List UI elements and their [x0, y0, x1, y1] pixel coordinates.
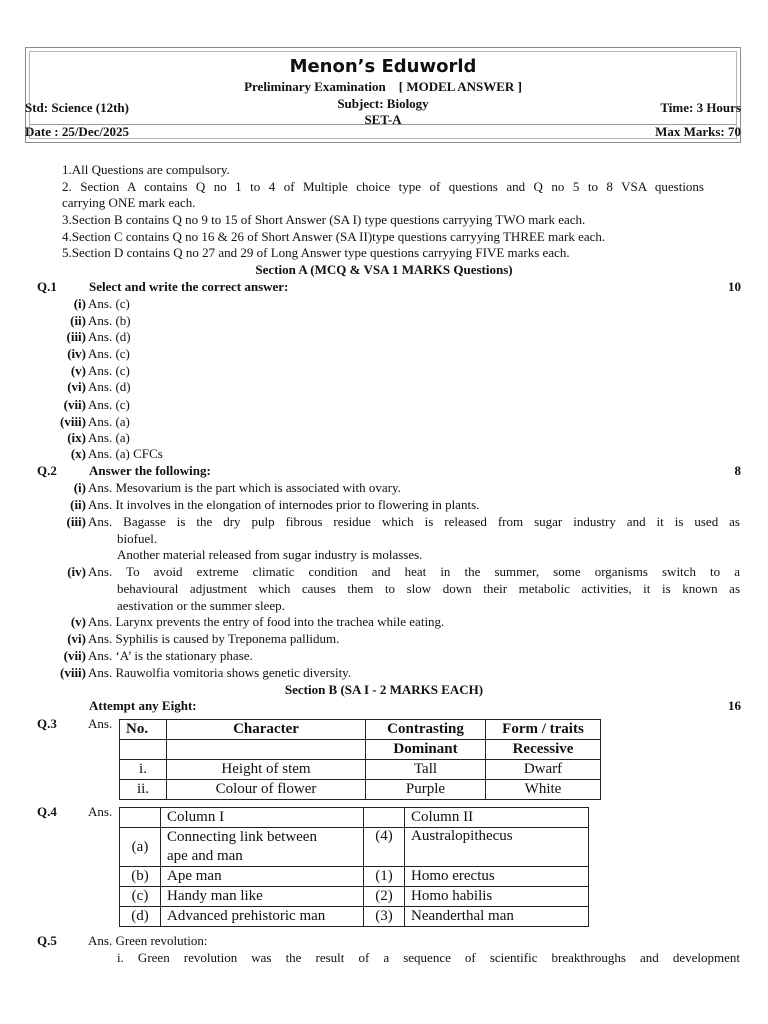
q1-sub-number: (iv) — [67, 346, 86, 361]
instruction-3: 3.Section B contains Q no 9 to 15 of Short Answer (SA I) type questions carryying TWO mark each. — [62, 212, 586, 227]
q5-answer-point-1: i. Green revolution was the result of a sequence of scientific breakthroughs and development — [117, 950, 740, 965]
q4-cell: Homo habilis — [405, 887, 589, 907]
q3-cell: Height of stem — [167, 760, 366, 780]
std-label: Std: Science (12th) — [25, 100, 129, 115]
q4-cell: Advanced prehistoric man — [161, 907, 364, 927]
instruction-2-cont: carrying ONE mark each. — [62, 195, 196, 210]
q2-answer-viii: Ans. Rauwolfia vomitoria shows genetic diversity. — [88, 665, 352, 680]
q3-header-cell: Form / traits — [486, 720, 601, 740]
q2-sub-number: (i) — [73, 480, 86, 495]
q2-answer-iv-line3: aestivation or the summer sleep. — [117, 598, 285, 613]
section-b-marks: 16 — [728, 698, 741, 713]
q2-text: Answer the following: — [89, 463, 211, 478]
q4-ans-label: Ans. — [88, 804, 113, 819]
q1-answer: Ans. (c) — [88, 397, 130, 412]
q4-header-cell: Column I — [161, 808, 364, 828]
q3-cell: i. — [120, 760, 167, 780]
header-divider — [30, 124, 736, 125]
section-a-title: Section A (MCQ & VSA 1 MARKS Questions) — [255, 262, 513, 277]
max-marks-label: Max Marks: 70 — [655, 124, 741, 139]
q4-header-cell: Column II — [405, 808, 589, 828]
q2-sub-number: (vi) — [67, 631, 86, 646]
attempt-instruction: Attempt any Eight: — [89, 698, 197, 713]
q3-header-cell: No. — [120, 720, 167, 740]
q2-answer-i: Ans. Mesovarium is the part which is associated with ovary. — [88, 480, 401, 495]
q2-answer-vii: Ans. ‘A’ is the stationary phase. — [88, 648, 253, 663]
q2-sub-number: (ii) — [70, 497, 86, 512]
q3-header-cell: Recessive — [486, 740, 601, 760]
q2-answer-iii-line2: biofuel. — [117, 531, 158, 546]
q4-cell: Australopithecus — [405, 828, 589, 867]
q3-cell: ii. — [120, 780, 167, 800]
table-row — [120, 887, 589, 907]
q2-answer-vi: Ans. Syphilis is caused by Treponema pallidum. — [88, 631, 340, 646]
q1-answer: Ans. (d) — [88, 379, 131, 394]
q3-ans-label: Ans. — [88, 716, 113, 731]
q1-marks: 10 — [728, 279, 741, 294]
q2-answer-ii: Ans. It involves in the elongation of internodes prior to flowering in plants. — [88, 497, 480, 512]
q1-sub-number: (v) — [70, 363, 86, 378]
table-row — [120, 780, 601, 800]
q4-cell: (a) — [120, 828, 161, 867]
q3-cell: Tall — [366, 760, 486, 780]
q3-cell: Colour of flower — [167, 780, 366, 800]
q2-marks: 8 — [734, 463, 741, 478]
table-row — [120, 828, 589, 848]
q3-header-cell — [120, 740, 167, 760]
q1-answer: Ans. (c) — [88, 346, 130, 361]
q1-sub-number: (i) — [73, 296, 86, 311]
q4-cell: Connecting link between — [161, 828, 364, 848]
q1-text: Select and write the correct answer: — [89, 279, 289, 294]
q4-number: Q.4 — [37, 804, 57, 819]
set-name: SET-A — [364, 112, 402, 127]
table-row — [120, 760, 601, 780]
instruction-2: 2. Section A contains Q no 1 to 4 of Multiple choice type of questions and Q no 5 to 8 VSA questions — [62, 179, 704, 194]
q1-number: Q.1 — [37, 279, 57, 294]
q2-sub-number: (iv) — [67, 564, 86, 579]
q1-sub-number: (vii) — [63, 397, 86, 412]
q4-cell: (3) — [364, 907, 405, 927]
q4-cell: (d) — [120, 907, 161, 927]
q1-answer: Ans. (b) — [88, 313, 131, 328]
date-label: Date : 25/Dec/2025 — [25, 124, 129, 139]
q3-number: Q.3 — [37, 716, 57, 731]
q3-header-cell: Character — [167, 720, 366, 740]
section-b-title: Section B (SA I - 2 MARKS EACH) — [284, 682, 484, 697]
q3-header-cell — [167, 740, 366, 760]
q2-answer-iii-line1: Ans. Bagasse is the dry pulp fibrous residue which is released from sugar industry and it is used as — [88, 514, 740, 529]
q4-cell: (1) — [364, 867, 405, 887]
instruction-4: 4.Section C contains Q no 16 & 26 of Short Answer (SA II)type questions carryying THREE mark each. — [62, 229, 606, 244]
q4-cell: ape and man — [161, 847, 364, 867]
q2-sub-number: (viii) — [60, 665, 86, 680]
q1-sub-number: (iii) — [66, 329, 86, 344]
header-box — [25, 47, 741, 143]
table-row — [120, 867, 589, 887]
q1-answer: Ans. (a) CFCs — [88, 446, 163, 461]
q2-sub-number: (vii) — [63, 648, 86, 663]
q2-number: Q.2 — [37, 463, 57, 478]
q4-cell: Homo erectus — [405, 867, 589, 887]
subject-line: Subject: Biology — [337, 96, 429, 111]
q1-answer: Ans. (d) — [88, 329, 131, 344]
q3-cell: White — [486, 780, 601, 800]
q1-sub-number: (ix) — [67, 430, 86, 445]
q2-answer-iv-line2: behavioural adjustment which causes them to slow down their metabolic activities, it is known as — [117, 581, 740, 596]
q3-cell: Dwarf — [486, 760, 601, 780]
q4-header-cell — [364, 808, 405, 828]
time-label: Time: 3 Hours — [660, 100, 741, 115]
q1-answer: Ans. (a) — [88, 430, 130, 445]
q4-cell: Ape man — [161, 867, 364, 887]
q3-cell: Purple — [366, 780, 486, 800]
q1-sub-number: (x) — [70, 446, 86, 461]
q4-cell: (4) — [364, 828, 405, 867]
q5-number: Q.5 — [37, 933, 57, 948]
q3-table — [119, 719, 601, 800]
school-name: Menon’s Eduworld — [289, 56, 477, 77]
q1-answer: Ans. (a) — [88, 414, 130, 429]
q4-cell: (2) — [364, 887, 405, 907]
q4-cell: Neanderthal man — [405, 907, 589, 927]
q1-answer: Ans. (c) — [88, 296, 130, 311]
q2-answer-iii-line3: Another material released from sugar industry is molasses. — [117, 547, 423, 562]
q1-sub-number: (vi) — [67, 379, 86, 394]
q1-answer: Ans. (c) — [88, 363, 130, 378]
q3-header-cell: Dominant — [366, 740, 486, 760]
q4-cell: (c) — [120, 887, 161, 907]
q4-cell: Handy man like — [161, 887, 364, 907]
q2-sub-number: (iii) — [66, 514, 86, 529]
q4-header-cell — [120, 808, 161, 828]
instruction-1: 1.All Questions are compulsory. — [62, 162, 230, 177]
q2-answer-v: Ans. Larynx prevents the entry of food into the trachea while eating. — [88, 614, 445, 629]
q2-answer-iv-line1: Ans. To avoid extreme climatic condition and heat in the summer, some organisms switch to a — [88, 564, 740, 579]
q5-answer-heading: Ans. Green revolution: — [88, 933, 208, 948]
header-inner-border — [29, 51, 737, 139]
q4-table — [119, 807, 589, 927]
q3-header-cell: Contrasting — [366, 720, 486, 740]
q1-sub-number: (ii) — [70, 313, 86, 328]
q4-cell: (b) — [120, 867, 161, 887]
table-row — [120, 907, 589, 927]
instruction-5: 5.Section D contains Q no 27 and 29 of Long Answer type questions carryying FIVE marks each. — [62, 245, 570, 260]
q2-sub-number: (v) — [70, 614, 86, 629]
exam-title: Preliminary Examination [ MODEL ANSWER ] — [244, 79, 522, 94]
q1-sub-number: (viii) — [60, 414, 86, 429]
